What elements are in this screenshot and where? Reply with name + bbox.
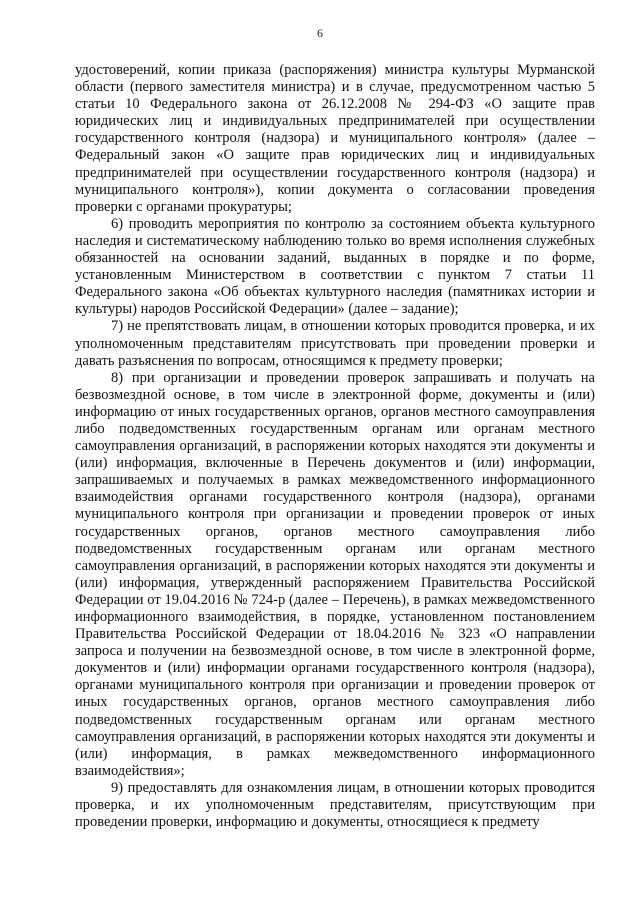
paragraph-continuation: удостоверений, копии приказа (распоряжения) министра культуры Мурманской области (первого заместителя министра) и в случае, предусмотренном частью 5 статьи 10 Федерального закона от 26.12.2008 № 294-ФЗ «О защите прав юридических лиц и индивидуальных предпринимателей при осуществлении государственного контроля (надзора) и муниципального контроля» (далее – Федеральный закон «О защите прав юридических лиц и индивидуальных предпринимателей при осуществлении государственного контроля (надзора) и муниципального контроля»), копии документа о согласовании проведения проверки с органами прокуратуры; xyxy=(75,62,595,215)
paragraph-item-8: 8) при организации и проведении проверок запрашивать и получать на безвозмездной основе, в том числе в электронной форме, документы и (или) информацию от иных государственных органов, органов местного самоуправления либо подведомственных государственным органам или органам местного самоуправления организаций, в распоряжении которых находятся эти документы и (или) информация, включенные в Перечень документов и (или) информации, запрашиваемых и получаемых в рамках межведомственного информационного взаимодействия органами государственного контроля (надзора), органами муниципального контроля при организации и проведении проверок от иных государственных органов, органов местного самоуправления либо подведомственных государственным органам или органам местного самоуправления организаций, в распоряжении которых находятся эти документы и (или) информация, утвержденный распоряжением Правительства Российской Федерации от 19.04.2016 № 724-р (далее – Перечень), в рамках межведомственного информационного взаимодействия, в порядке, установленном постановлением Правительства Российской Федерации от 18.04.2016 № 323 «О направлении запроса и получении на безвозмездной основе, в том числе в электронной форме, документов и (или) информации органами государственного контроля (надзора), органами муниципального контроля при организации и проведении проверок от иных государственных органов, органов местного самоуправления либо подведомственных государственным органам или органам местного самоуправления организаций, в распоряжении которых находятся эти документы и (или) информация, в рамках межведомственного информационного взаимодействия»; xyxy=(75,369,595,779)
page-number: 6 xyxy=(317,26,323,40)
paragraph-item-9: 9) предоставлять для ознакомления лицам, в отношении которых проводится проверка, и их уполномоченным представителям, присутствующим при проведении проверки, информацию и документы, относящиеся к предмету xyxy=(75,779,595,831)
paragraph-item-7: 7) не препятствовать лицам, в отношении которых проводится проверка, и их уполномоченным представителям присутствовать при проведении проверки и давать разъяснения по вопросам, относящимся к предмету проверки; xyxy=(75,318,595,369)
paragraph-item-6: 6) проводить мероприятия по контролю за состоянием объекта культурного наследия и систематическому наблюдению только во время исполнения служебных обязанностей на основании заданий, выданных в порядке и по форме, установленным Министерством в соответствии с пунктом 7 статьи 11 Федерального закона «Об объектах культурного наследия (памятниках истории и культуры) народов Российской Федерации» (далее – задание); xyxy=(75,215,595,318)
document-body xyxy=(75,62,595,831)
